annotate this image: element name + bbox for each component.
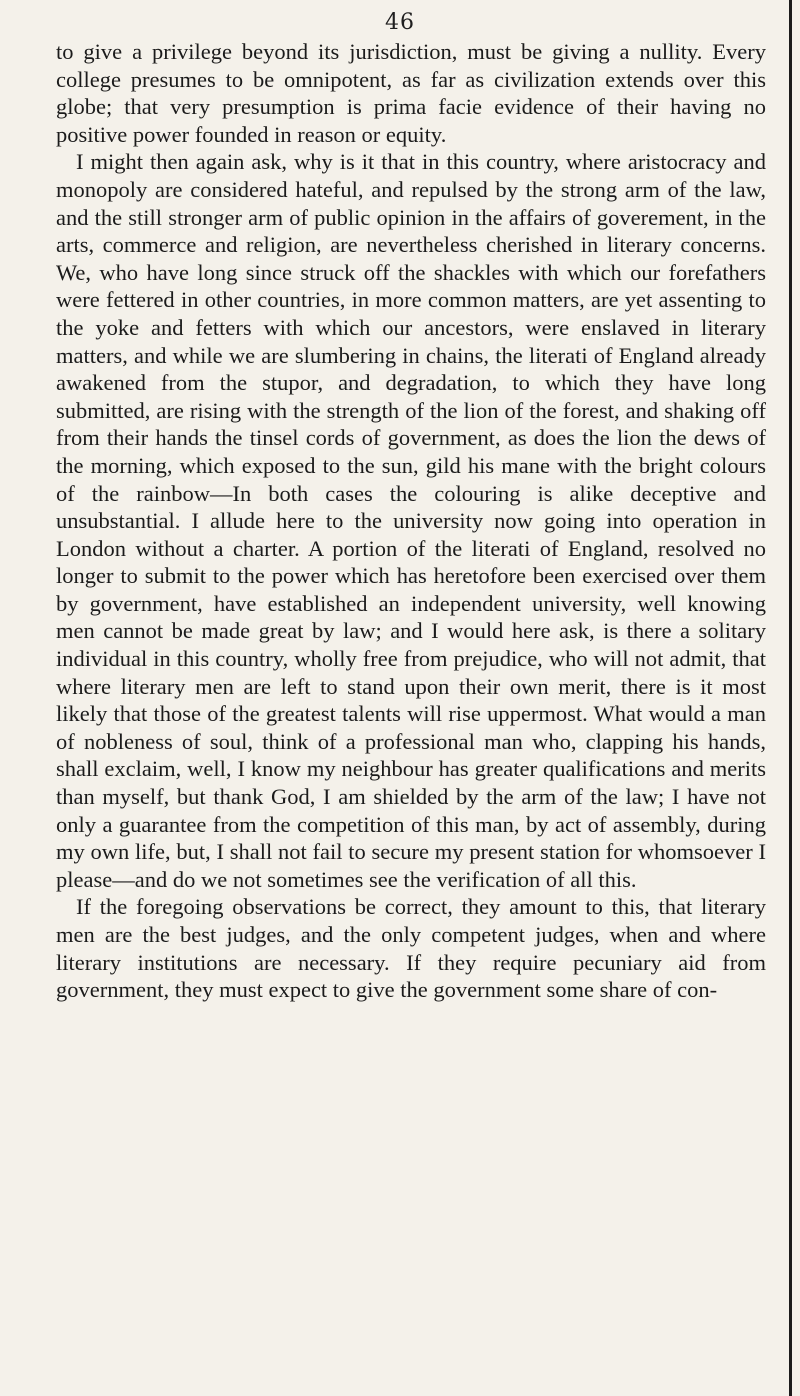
paragraph-2: I might then again ask, why is it that in this country, where aristocracy and monopoly are considered hateful, and repulsed by the strong arm of the law, and the still stronger arm of public opinion in the affairs of goverement, in the arts, commerce and religion, are nevertheless cherished in literary concerns. We, who have long since struck off the shackles with which our forefathers were fettered in other countries, in more common matters, are yet assenting to the yoke and fetters with which our ancestors, were enslaved in literary matters, and while we are slumbering in chains, the literati of England already awakened from the stupor, and degradation, to which they have long submitted, are rising with the strength of the lion of the forest, and shaking off from their hands the tinsel cords of government, as does the lion the dews of the morning, which exposed to the sun, gild his mane with the bright colours of the rainbow—In both cases the colouring is alike deceptive and unsubstantial. I allude here to the university now going into operation in London without a charter. A portion of the literati of England, resolved no longer to submit to the power which has heretofore been exercised over them by government, have established an independent university, well knowing men cannot be made great by law; and I would here ask, is there a solitary individual in this country, wholly free from prejudice, who will not admit, that where literary men are left to stand upon their own merit, there is it most likely that those of the greatest talents will rise uppermost. What would a man of nobleness of soul, think of a professional man who, clapping his hands, shall exclaim, well, I know my neighbour has greater qualifications and merits than myself, but thank God, I am shielded by the arm of the law; I have not only a guarantee from the competition of this man, by act of assembly, during my own life, but, I shall not fail to secure my present station for whomsoever I please—and do we not sometimes see the verification of all this. — [56, 149, 766, 892]
paragraph-3: If the foregoing observations be correct, they amount to this, that literary men are the best judges, and the only competent judges, when and where literary institutions are necessary. If they require pecuniary aid from government, they must expect to give the government some share of con- — [56, 894, 766, 1003]
body-text — [56, 38, 766, 1004]
paragraph-1: to give a privilege beyond its jurisdiction, must be giving a nullity. Every college presumes to be omnipotent, as far as civilization extends over this globe; that very presumption is prima facie evidence of their having no positive power founded in reason or equity. — [56, 39, 766, 147]
page-edge-shadow — [789, 0, 792, 1396]
page-number: 46 — [385, 10, 415, 35]
